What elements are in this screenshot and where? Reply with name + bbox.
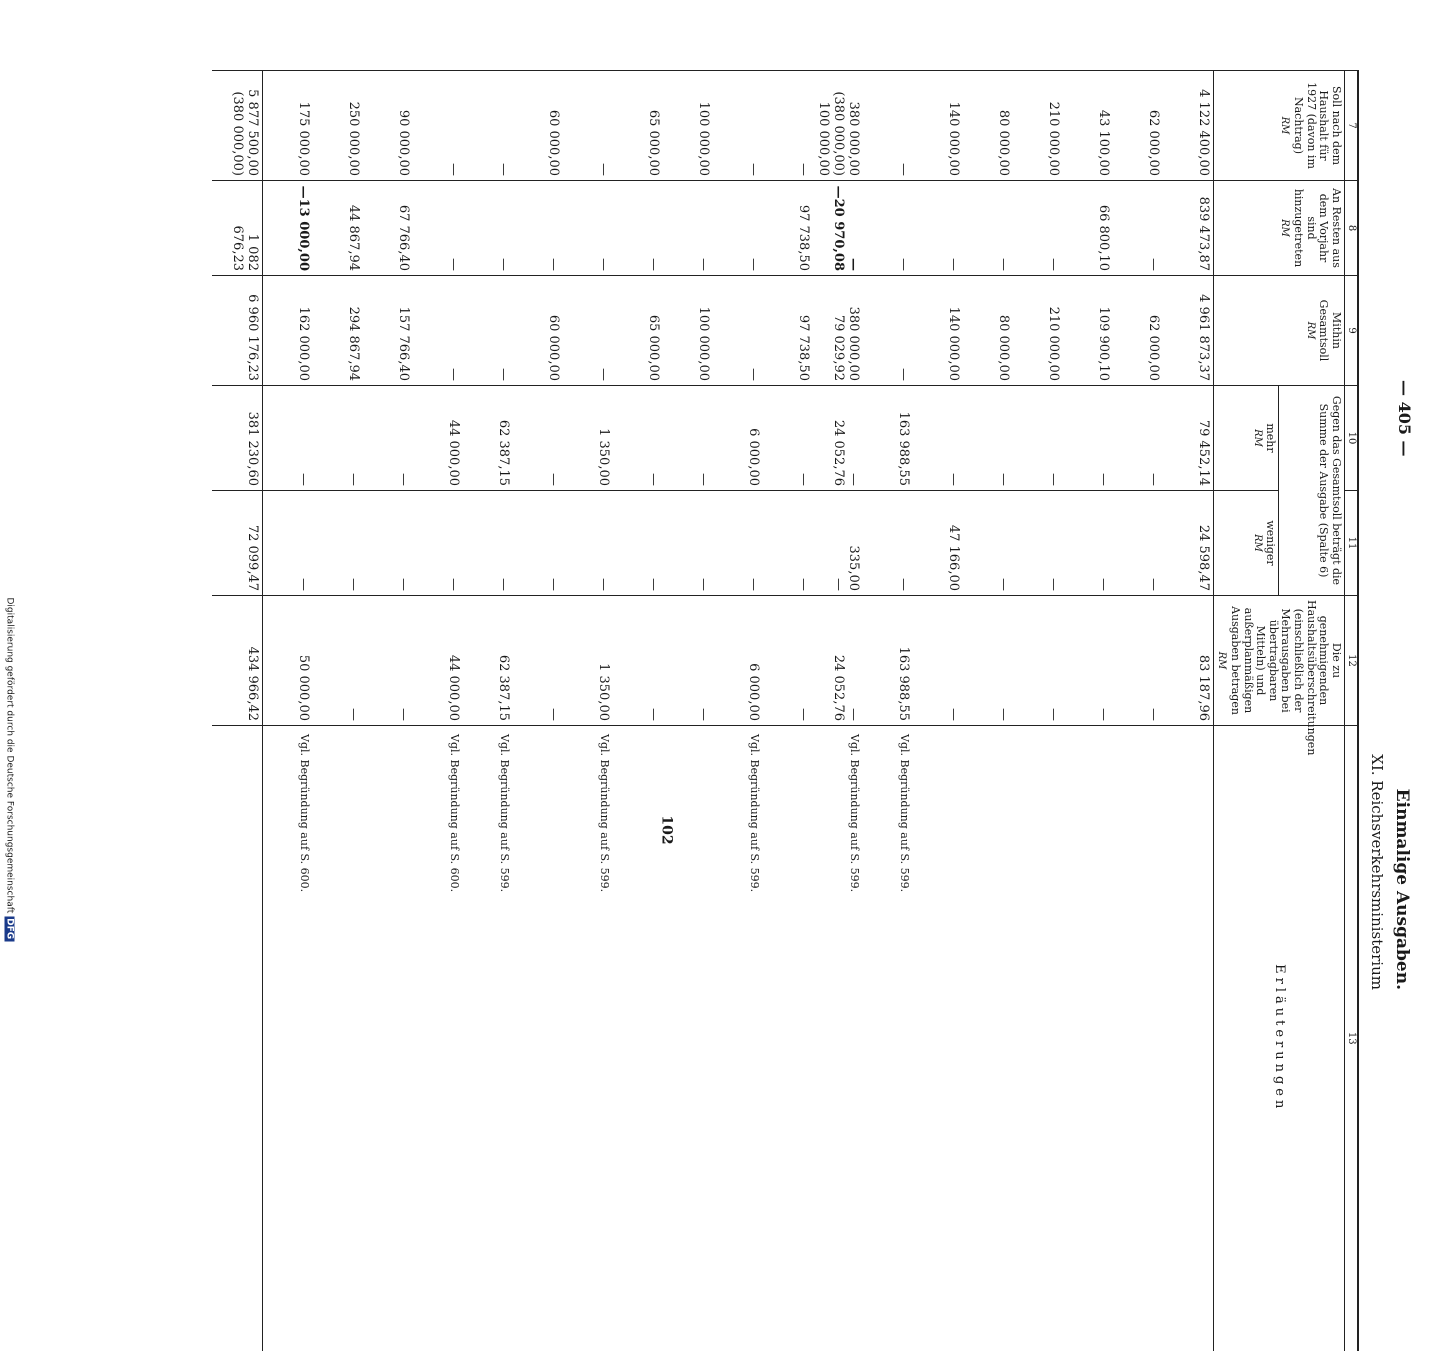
cell-c11: — (613, 491, 663, 596)
cell-c7: 5 877 500,00 (380 000,00) (212, 71, 263, 181)
cell-c8: — (1113, 181, 1163, 276)
cell-c12: — 24 052,76 (813, 596, 863, 726)
cell-c10: — (663, 386, 713, 491)
cell-c8: — (613, 181, 663, 276)
cell-c10: 79 452,14 (1163, 386, 1214, 491)
cell-c9: 97 738,50 (763, 276, 813, 386)
dfg-logo: DFG (4, 918, 15, 940)
cell-c13 (1113, 726, 1163, 1351)
header-vergleich: Gegen das Gesamtsoll beträgt die Summe der Ausgabe (Spalte 6) (1279, 386, 1345, 596)
cell-c9: 294 867,94 (313, 276, 363, 386)
table-row (1063, 71, 1113, 1351)
cell-c11: — (763, 491, 813, 596)
cell-c11: — (313, 491, 363, 596)
cell-c11: — (563, 491, 613, 596)
cell-c7: — (713, 71, 763, 181)
cell-c10: — (913, 386, 963, 491)
cell-c13 (913, 726, 963, 1351)
cell-c13: Vgl. Begründung auf S. 599. (563, 726, 613, 1351)
header-gesamtsoll: Mithin Gesamtsoll RM (1213, 276, 1344, 386)
cell-c11: — (463, 491, 513, 596)
table-row (413, 71, 463, 1351)
cell-c12: — (963, 596, 1013, 726)
cell-c13 (212, 726, 263, 1351)
col-number-8: 8 (1345, 181, 1359, 276)
header-soll: Soll nach dem Haushalt für 1927 (davon im Nachtrag) RM (1213, 71, 1344, 181)
table-row (363, 71, 413, 1351)
cell-c12: — (763, 596, 813, 726)
cell-c12: — (1113, 596, 1163, 726)
cell-c9: — (863, 276, 913, 386)
cell-c7: 90 000,00 (363, 71, 413, 181)
cell-c11: — (262, 491, 313, 596)
cell-c10: 6 000,00 (713, 386, 763, 491)
table-row (1113, 71, 1163, 1351)
cell-c10: — (513, 386, 563, 491)
cell-c13: Vgl. Begründung auf S. 600. (262, 726, 313, 1351)
cell-c13: Vgl. Begründung auf S. 599. (463, 726, 513, 1351)
cell-c9: 4 961 873,37 (1163, 276, 1214, 386)
cell-c10: — (1113, 386, 1163, 491)
cell-c11: 24 598,47 (1163, 491, 1214, 596)
cell-c9: 100 000,00 (663, 276, 713, 386)
header-erlaeuterungen: Erläuterungen (1213, 726, 1344, 1351)
cell-c9: 109 900,10 (1063, 276, 1113, 386)
table-row (863, 71, 913, 1351)
cell-c10: — (963, 386, 1013, 491)
cell-c12: — (913, 596, 963, 726)
cell-c13 (613, 726, 663, 1351)
cell-c11: — (963, 491, 1013, 596)
cell-c10: 44 000,00 (413, 386, 463, 491)
cell-c9: 65 000,00 (613, 276, 663, 386)
col-number-13: 13 (1345, 726, 1359, 1351)
cell-c9: — (713, 276, 763, 386)
cell-c12: 62 387,15 (463, 596, 513, 726)
col-number-10: 10 (1345, 386, 1359, 491)
total-row (212, 71, 263, 1351)
cell-c13: Vgl. Begründung auf S. 599. (713, 726, 763, 1351)
table-row (513, 71, 563, 1351)
cell-c11: — (863, 491, 913, 596)
cell-c10: — (363, 386, 413, 491)
cell-c7: 140 000,00 (913, 71, 963, 181)
cell-c7: 43 100,00 (1063, 71, 1113, 181)
cell-c11: — (1113, 491, 1163, 596)
cell-c12: — (313, 596, 363, 726)
table-row (913, 71, 963, 1351)
cell-c13 (313, 726, 363, 1351)
cell-c7: — (563, 71, 613, 181)
cell-c7: 62 000,00 (1113, 71, 1163, 181)
cell-c12: 163 988,55 (863, 596, 913, 726)
cell-c8: — —20 970,08 (813, 181, 863, 276)
cell-c13: Vgl. Begründung auf S. 599. (813, 726, 863, 1351)
cell-c10: — (262, 386, 313, 491)
ministry-subtitle: XI. Reichsverkehrsministerium (1368, 754, 1386, 990)
cell-c10: 62 387,15 (463, 386, 513, 491)
table-row (813, 71, 863, 1351)
cell-c11: — (713, 491, 763, 596)
cell-c10: — (313, 386, 363, 491)
cell-c11: — (1013, 491, 1063, 596)
cell-c11: — (663, 491, 713, 596)
digitization-note: Digitalisierung gefördert durch die Deutsche Forschungsgemeinschaft (4, 597, 15, 914)
cell-c9: 60 000,00 (513, 276, 563, 386)
cell-c11: — (513, 491, 563, 596)
cell-c9: 140 000,00 (913, 276, 963, 386)
cell-c13 (363, 726, 413, 1351)
cell-c7: 100 000,00 (663, 71, 713, 181)
cell-c9: 157 766,40 (363, 276, 413, 386)
cell-c8: — (863, 181, 913, 276)
cell-c12: 83 187,96 (1163, 596, 1214, 726)
table-row (663, 71, 713, 1351)
cell-c8: — (513, 181, 563, 276)
cell-c8: 66 800,10 (1063, 181, 1113, 276)
cell-c7: 60 000,00 (513, 71, 563, 181)
cell-c8: 839 473,87 (1163, 181, 1214, 276)
cell-c7: 65 000,00 (613, 71, 663, 181)
cell-c9: 162 000,00 (262, 276, 313, 386)
cell-c10: — (1063, 386, 1113, 491)
cell-c8: 1 082 676,23 (212, 181, 263, 276)
cell-c13 (1013, 726, 1063, 1351)
cell-c7: 380 000,00 (380 000,00) 100 000,00 (813, 71, 863, 181)
budget-table (212, 70, 1359, 1351)
cell-c8: — (913, 181, 963, 276)
cell-c11: — (413, 491, 463, 596)
cell-c10: 1 350,00 (563, 386, 613, 491)
table-row (1013, 71, 1063, 1351)
cell-c12: 434 966,42 (212, 596, 263, 726)
cell-c11: 72 099,47 (212, 491, 263, 596)
cell-c10: — 24 052,76 (813, 386, 863, 491)
digitization-footer (2, 597, 15, 995)
table-row (713, 71, 763, 1351)
cell-c9: 210 000,00 (1013, 276, 1063, 386)
cell-c11: 47 166,00 (913, 491, 963, 596)
cell-c11: — (1063, 491, 1113, 596)
cell-c12: 44 000,00 (413, 596, 463, 726)
cell-c7: 210 000,00 (1013, 71, 1063, 181)
cell-c10: — (613, 386, 663, 491)
cell-c8: — (463, 181, 513, 276)
cell-c8: 44 867,94 (313, 181, 363, 276)
cell-c9: — (463, 276, 513, 386)
col-number-11: 11 (1345, 491, 1359, 596)
page-number: — 405 — (1395, 380, 1414, 457)
cell-c7: 80 000,00 (963, 71, 1013, 181)
table-row (763, 71, 813, 1351)
cell-c12: 1 350,00 (563, 596, 613, 726)
cell-c9: 6 960 176,23 (212, 276, 263, 386)
cell-c13 (513, 726, 563, 1351)
cell-c8: — (663, 181, 713, 276)
cell-c12: — (513, 596, 563, 726)
cell-c7: 250 000,00 (313, 71, 363, 181)
cell-c9: 380 000,00 79 029,92 (813, 276, 863, 386)
cell-c7: — (863, 71, 913, 181)
table-row (463, 71, 513, 1351)
col-number-7: 7 (1345, 71, 1359, 181)
cell-c10: 381 230,60 (212, 386, 263, 491)
cell-c11: — (363, 491, 413, 596)
cell-c12: 50 000,00 (262, 596, 313, 726)
column-number-row (1345, 71, 1359, 1351)
cell-c12: 6 000,00 (713, 596, 763, 726)
cell-c8: 97 738,50 (763, 181, 813, 276)
cell-c13 (763, 726, 813, 1351)
column-header-row (1279, 71, 1345, 1351)
header-reste: An Resten aus dem Vorjahr sind hinzugetreten RM (1213, 181, 1344, 276)
cell-c8: — (713, 181, 763, 276)
cell-c9: — (563, 276, 613, 386)
cell-c7: 175 000,00 (262, 71, 313, 181)
cell-c13 (1163, 726, 1214, 1351)
col-number-9: 9 (1345, 276, 1359, 386)
cell-c10: 163 988,55 (863, 386, 913, 491)
cell-c10: — (1013, 386, 1063, 491)
cell-c13: Vgl. Begründung auf S. 600. (413, 726, 463, 1351)
cell-c8: — (1013, 181, 1063, 276)
table-row (963, 71, 1013, 1351)
cell-c7: — (413, 71, 463, 181)
cell-c13: Vgl. Begründung auf S. 599. (863, 726, 913, 1351)
cell-c11: 335,00 — (813, 491, 863, 596)
cell-c9: 62 000,00 (1113, 276, 1163, 386)
cell-c9: — (413, 276, 463, 386)
header-weniger: weniger RM (1213, 491, 1279, 596)
table-row (563, 71, 613, 1351)
table-row (313, 71, 363, 1351)
bottom-page-number: 102 (658, 815, 675, 845)
cell-c8: — (563, 181, 613, 276)
header-mehr: mehr RM (1213, 386, 1279, 491)
header-ueberschreitungen: Die zu genehmigenden Haushaltsüberschreitungen (einschließlich der Mehrausgaben bei übertragbaren Mitteln) und außerplanmäßigen Ausgaben betragen RM (1213, 596, 1344, 726)
cell-c8: — (963, 181, 1013, 276)
cell-c7: 4 122 400,00 (1163, 71, 1214, 181)
cell-c7: — (763, 71, 813, 181)
cell-c12: — (1013, 596, 1063, 726)
cell-c8: —13 000,00 (262, 181, 313, 276)
cell-c10: — (763, 386, 813, 491)
page-title: Einmalige Ausgaben. (1392, 788, 1412, 990)
cell-c13 (963, 726, 1013, 1351)
table-row (613, 71, 663, 1351)
cell-c12: — (613, 596, 663, 726)
col-number-12: 12 (1345, 596, 1359, 726)
cell-c9: 80 000,00 (963, 276, 1013, 386)
cell-c12: — (363, 596, 413, 726)
cell-c13 (1063, 726, 1113, 1351)
cell-c7: — (463, 71, 513, 181)
table-row (262, 71, 313, 1351)
cell-c8: 67 766,40 (363, 181, 413, 276)
cell-c12: — (1063, 596, 1113, 726)
table-row (1163, 71, 1214, 1351)
cell-c8: — (413, 181, 463, 276)
cell-c12: — (663, 596, 713, 726)
